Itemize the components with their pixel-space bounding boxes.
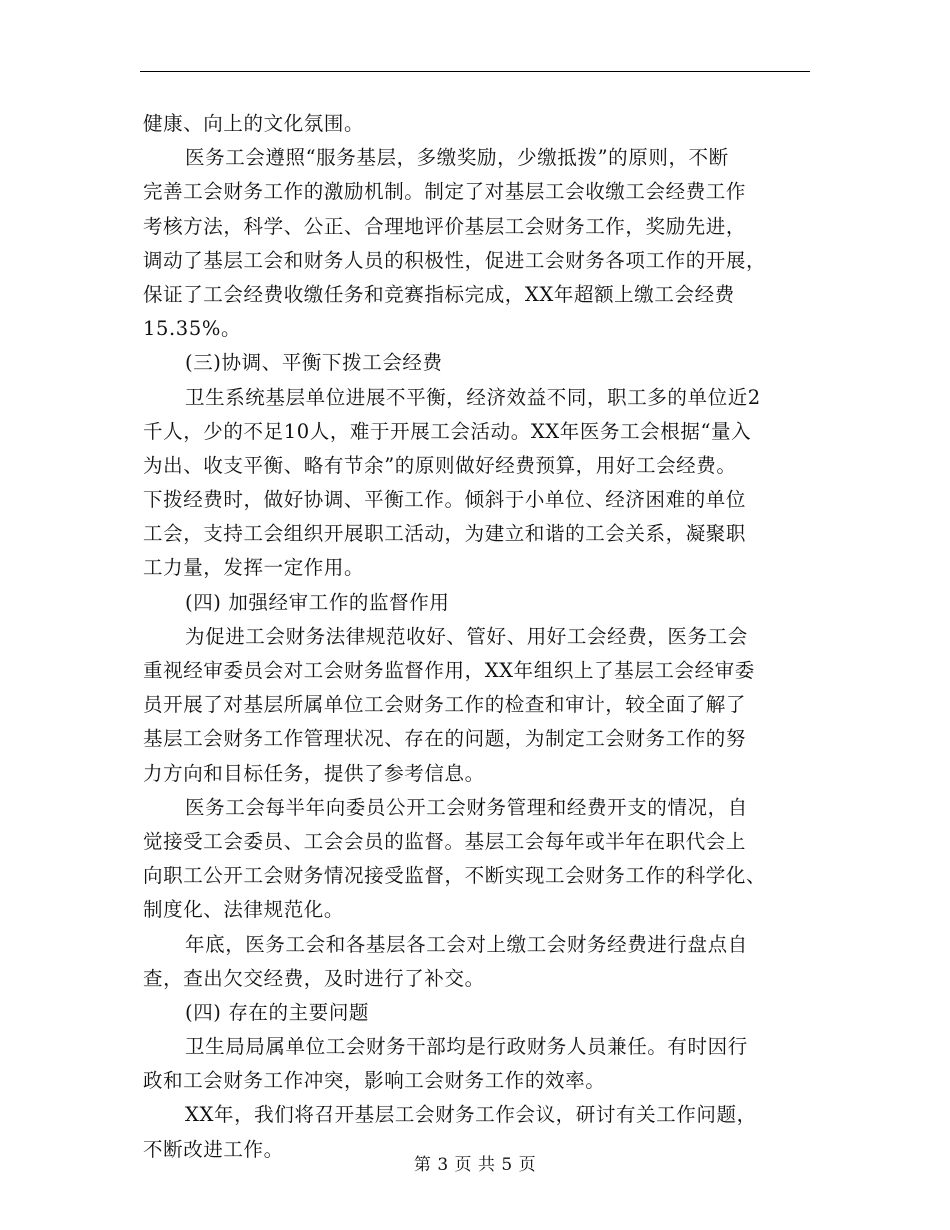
text-line: 调动了基层工会和财务人员的积极性，促进工会财务各项工作的开展，: [143, 248, 767, 272]
text-line: 医务工会每半年向委员公开工会财务管理和经费开支的情况，自: [185, 795, 748, 819]
text-line: 制度化、法律规范化。: [143, 898, 345, 922]
text-line: 重视经审委员会对工会财务监督作用，XX年组织上了基层工会经审委: [143, 659, 755, 682]
text-line: (四) 存在的主要问题: [185, 1000, 370, 1024]
page-number: 第 3 页 共 5 页: [413, 1155, 537, 1175]
text-line: 保证了工会经费收缴任务和竞赛指标完成，XX年超额上缴工会经费: [143, 282, 735, 306]
text-line: 医务工会遵照“服务基层，多缴奖励，少缴抵拨”的原则，不断: [185, 146, 729, 170]
text-line: 向职工公开工会财务情况接受监督，不断实现工会财务工作的科学化、: [143, 864, 767, 888]
text-line: 查，查出欠交经费，及时进行了补交。: [143, 966, 485, 990]
text-line: 力方向和目标任务，提供了参考信息。: [143, 761, 485, 785]
text-line: 完善工会财务工作的激励机制。制定了对基层工会收缴工会经费工作: [143, 180, 747, 204]
text-line: 不断改进工作。: [143, 1137, 284, 1161]
text-line: XX年，我们将召开基层工会财务工作会议，研讨有关工作问题，: [185, 1103, 757, 1127]
text-line: (四) 加强经审工作的监督作用: [185, 590, 450, 614]
text-line: 基层工会财务工作管理状况、存在的问题，为制定工会财务工作的努: [143, 727, 747, 751]
text-line: (三)协调、平衡下拨工会经费: [185, 351, 443, 375]
text-line: 觉接受工会委员、工会会员的监督。基层工会每年或半年在职代会上: [143, 829, 747, 853]
document-body: [143, 107, 815, 1167]
text-line: 政和工会财务工作冲突，影响工会财务工作的效率。: [143, 1069, 606, 1093]
text-line: 15.35%。: [143, 317, 242, 341]
text-line: 工力量，发挥一定作用。: [143, 556, 365, 580]
text-line: 千人，少的不足10人，难于开展工会活动。XX年医务工会根据“量入: [143, 419, 752, 443]
text-line: 员开展了对基层所属单位工会财务工作的检查和审计，较全面了解了: [143, 693, 747, 717]
text-line: 卫生系统基层单位进展不平衡，经济效益不同，职工多的单位近2: [185, 385, 761, 409]
text-line: 为促进工会财务法律规范收好、管好、用好工会经费，医务工会: [185, 624, 748, 648]
text-line: 为出、收支平衡、略有节余”的原则做好经费预算，用好工会经费。: [143, 453, 737, 477]
header-rule: [140, 71, 810, 72]
text-line: 年底，医务工会和各基层各工会对上缴工会财务经费进行盘点自: [185, 932, 748, 956]
text-line: 工会，支持工会组织开展职工活动，为建立和谐的工会关系，凝聚职: [143, 522, 747, 546]
text-line: 健康、向上的文化氛围。: [143, 112, 365, 135]
text-line: 卫生局局属单位工会财务干部均是行政财务人员兼任。有时因行: [185, 1035, 748, 1059]
text-line: 下拨经费时，做好协调、平衡工作。倾斜于小单位、经济困难的单位: [143, 488, 747, 512]
text-line: 考核方法，科学、公正、合理地评价基层工会财务工作，奖励先进，: [143, 214, 747, 238]
